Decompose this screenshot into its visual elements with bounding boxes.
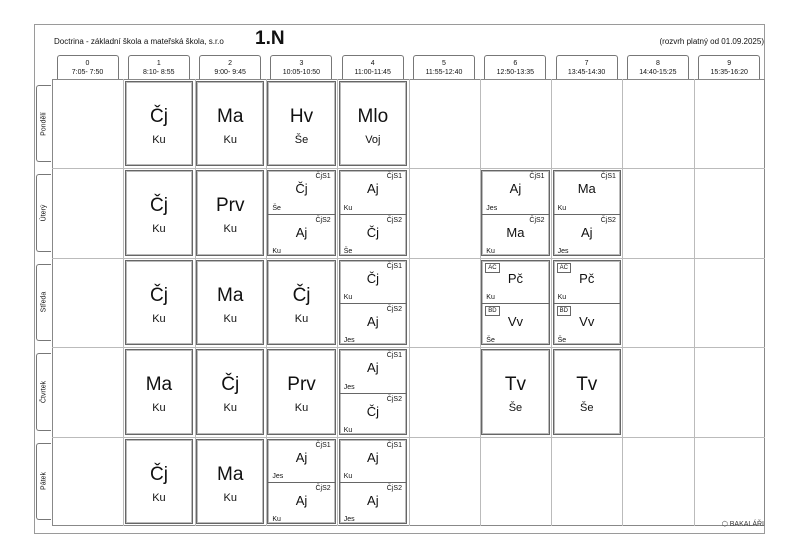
subject-label: Prv xyxy=(287,374,316,396)
period-header-4 xyxy=(342,55,404,79)
teacher-label: Jes xyxy=(486,205,498,213)
day-label-2 xyxy=(36,264,51,341)
teacher-label: Voj xyxy=(365,134,381,146)
period-time: 10:05-10:50 xyxy=(282,69,321,76)
period-time: 12:50-13:35 xyxy=(496,69,534,76)
subject-label: Vv xyxy=(507,314,524,330)
day-name: Úterý xyxy=(40,204,48,222)
subject-label: Čj xyxy=(149,195,168,217)
teacher-label: Ku xyxy=(557,205,567,213)
subject-label: Ma xyxy=(217,106,244,127)
subject-label: Aj xyxy=(367,360,379,376)
school-name: Doctrina - základní škola a mateřská škola, s.r.o xyxy=(54,37,224,46)
group-label: ČjS1 xyxy=(529,173,545,181)
subject-label: Mlo xyxy=(357,106,389,127)
teacher-label: Ku xyxy=(557,294,567,302)
subject-label: Čj xyxy=(149,463,168,485)
day-name: Čtvrtek xyxy=(40,380,48,403)
subject-label: Ma xyxy=(145,374,173,396)
teacher-label: Jes xyxy=(343,383,355,391)
group-label: ČjS1 xyxy=(386,352,402,360)
lesson-half xyxy=(554,261,620,304)
teacher-label: Ku xyxy=(343,205,353,213)
subject-label: Aj xyxy=(509,181,522,197)
teacher-label: Ku xyxy=(223,223,237,236)
lesson-half xyxy=(340,214,406,257)
subject-label: Čj xyxy=(292,284,311,306)
subject-label: Čj xyxy=(295,181,308,197)
lesson-cell xyxy=(125,260,193,345)
day-name: Pátek xyxy=(40,472,48,491)
subject-label: Aj xyxy=(367,314,379,330)
subject-label: Pč xyxy=(507,270,524,286)
group-label: ČjS1 xyxy=(386,262,402,270)
teacher-label: Ku xyxy=(272,247,281,255)
period-header-3 xyxy=(270,55,332,79)
lesson-cell xyxy=(196,260,264,345)
teacher-label: Ku xyxy=(343,473,353,481)
row-divider xyxy=(52,258,765,259)
group-label: ČjS2 xyxy=(315,485,331,493)
teacher-label: Jes xyxy=(272,473,284,481)
teacher-label: Še xyxy=(272,205,281,213)
day-label-1 xyxy=(36,174,51,251)
period-header-2 xyxy=(199,55,261,79)
subject-label: Aj xyxy=(295,225,308,241)
lesson-cell xyxy=(196,439,264,524)
group-label: ČjS1 xyxy=(386,441,402,449)
lesson-cell xyxy=(125,170,193,255)
teacher-label: Še xyxy=(557,337,567,345)
lesson-cell xyxy=(553,260,621,345)
teacher-label: Jes xyxy=(557,247,569,255)
group-label: ČjS2 xyxy=(600,217,616,225)
lesson-cell xyxy=(196,349,264,434)
teacher-label: Še xyxy=(294,134,309,146)
lesson-half xyxy=(340,393,406,436)
subject-label: Čj xyxy=(149,284,168,306)
group-label: ČjS2 xyxy=(386,485,402,493)
subject-label: Aj xyxy=(367,493,379,509)
period-time: 8:10- 8:55 xyxy=(143,69,175,76)
row-divider xyxy=(52,168,765,169)
period-number: 2 xyxy=(228,60,233,67)
row-divider xyxy=(52,347,765,348)
lesson-cell xyxy=(125,349,193,434)
group-label: ČjS2 xyxy=(386,395,402,403)
lesson-half xyxy=(268,214,334,257)
period-time: 7:05- 7:50 xyxy=(71,69,104,76)
teacher-label: Še xyxy=(580,402,594,415)
bakalari-logo: ⬡ BAKALÁŘI xyxy=(721,521,764,528)
teacher-label: Ku xyxy=(152,134,166,146)
teacher-label: Ku xyxy=(486,247,495,255)
subject-label: Aj xyxy=(295,493,308,509)
period-number: 7 xyxy=(584,60,589,67)
teacher-label: Ku xyxy=(223,402,237,415)
subject-label: Pč xyxy=(579,270,595,286)
column-divider xyxy=(694,79,695,526)
teacher-label: Še xyxy=(486,337,495,345)
subject-label: Ma xyxy=(506,225,525,241)
lesson-cell xyxy=(481,260,549,345)
teacher-label: Ku xyxy=(152,491,166,504)
teacher-label: Ku xyxy=(152,312,166,325)
period-header-5 xyxy=(413,55,475,79)
subject-label: Tv xyxy=(576,374,598,396)
lesson-half xyxy=(482,214,548,257)
day-label-0 xyxy=(36,85,51,162)
lesson-cell xyxy=(267,260,335,345)
period-header-7 xyxy=(556,55,618,79)
lesson-cell xyxy=(481,349,549,434)
period-header-1 xyxy=(128,55,190,79)
lesson-half xyxy=(268,440,334,483)
period-number: 5 xyxy=(442,60,446,67)
subject-label: Aj xyxy=(367,449,379,465)
lesson-cell xyxy=(339,439,407,524)
teacher-label: Ku xyxy=(152,402,166,415)
subject-label: Aj xyxy=(295,449,308,465)
period-number: 9 xyxy=(727,60,732,67)
room-badge: BD xyxy=(557,306,571,316)
lesson-half xyxy=(268,482,334,525)
period-time: 11:55-12:40 xyxy=(425,69,463,76)
period-header-9 xyxy=(698,55,760,79)
period-time: 9:00- 9:45 xyxy=(214,69,246,76)
group-label: ČjS1 xyxy=(386,173,402,181)
period-number: 8 xyxy=(655,60,660,67)
lesson-cell xyxy=(339,260,407,345)
lesson-cell xyxy=(553,170,621,255)
subject-label: Ma xyxy=(577,181,596,197)
room-badge: AC xyxy=(557,263,571,273)
lesson-half xyxy=(340,171,406,214)
period-time: 15:35-16:20 xyxy=(710,69,748,76)
group-label: ČjS1 xyxy=(600,173,616,181)
validity-note: (rozvrh platný od 01.09.2025) xyxy=(659,37,764,46)
lesson-cell xyxy=(125,439,193,524)
subject-label: Čj xyxy=(366,225,379,241)
lesson-cell xyxy=(481,170,549,255)
lesson-cell xyxy=(339,349,407,434)
lesson-half xyxy=(482,171,548,214)
period-header-8 xyxy=(627,55,689,79)
room-badge: BD xyxy=(485,306,499,316)
period-time: 13:45-14:30 xyxy=(567,69,606,76)
subject-label: Ma xyxy=(217,284,244,306)
lesson-half xyxy=(482,261,548,304)
room-badge: AC xyxy=(485,263,499,273)
teacher-label: Še xyxy=(508,402,523,415)
lesson-cell xyxy=(267,81,335,166)
lesson-cell xyxy=(553,349,621,434)
teacher-label: Ku xyxy=(294,312,309,325)
teacher-label: Ku xyxy=(223,491,237,504)
subject-label: Tv xyxy=(504,374,526,396)
teacher-label: Ku xyxy=(343,426,353,434)
group-label: ČjS2 xyxy=(386,306,402,314)
lesson-half xyxy=(340,482,406,525)
day-name: Pondělí xyxy=(40,111,48,136)
class-title: 1.N xyxy=(255,28,285,49)
lesson-cell xyxy=(339,170,407,255)
period-number: 0 xyxy=(85,60,90,67)
day-label-4 xyxy=(36,443,51,520)
subject-label: Čj xyxy=(149,106,168,127)
lesson-half xyxy=(554,171,620,214)
lesson-cell xyxy=(196,170,264,255)
column-divider xyxy=(622,79,623,526)
teacher-label: Ku xyxy=(152,223,166,236)
lesson-half xyxy=(482,303,548,346)
period-number: 4 xyxy=(370,60,375,67)
period-number: 3 xyxy=(299,60,304,67)
lesson-half xyxy=(340,350,406,393)
lesson-half xyxy=(554,214,620,257)
subject-label: Ma xyxy=(217,463,244,485)
subject-label: Čj xyxy=(366,270,379,286)
lesson-half xyxy=(340,440,406,483)
period-time: 14:40-15:25 xyxy=(639,69,677,76)
lesson-cell xyxy=(267,439,335,524)
lesson-half xyxy=(554,303,620,346)
group-label: ČjS2 xyxy=(315,217,331,225)
lesson-half xyxy=(340,261,406,304)
subject-label: Hv xyxy=(289,106,314,127)
lesson-cell xyxy=(267,170,335,255)
teacher-label: Ku xyxy=(272,515,281,523)
subject-label: Aj xyxy=(367,181,379,197)
subject-label: Vv xyxy=(579,314,595,330)
lesson-cell xyxy=(196,81,264,166)
teacher-label: Ku xyxy=(223,134,237,146)
group-label: ČjS2 xyxy=(386,217,402,225)
lesson-cell xyxy=(125,81,193,166)
day-label-3 xyxy=(36,353,51,430)
lesson-half xyxy=(340,303,406,346)
group-label: ČjS2 xyxy=(529,217,545,225)
teacher-label: Jes xyxy=(343,515,355,523)
period-header-0 xyxy=(57,55,119,79)
group-label: ČjS1 xyxy=(315,173,331,181)
day-name: Středa xyxy=(40,292,48,313)
teacher-label: Ku xyxy=(294,402,309,415)
teacher-label: Ku xyxy=(223,312,237,325)
lesson-cell xyxy=(267,349,335,434)
period-header-6 xyxy=(484,55,546,79)
teacher-label: Še xyxy=(343,247,353,255)
lesson-cell xyxy=(339,81,407,166)
teacher-label: Jes xyxy=(343,337,355,345)
period-time: 11:00-11:45 xyxy=(354,69,391,76)
period-number: 1 xyxy=(156,60,161,67)
subject-label: Čj xyxy=(221,374,240,396)
group-label: ČjS1 xyxy=(315,441,331,449)
subject-label: Čj xyxy=(366,403,379,419)
column-divider xyxy=(409,79,410,526)
period-number: 6 xyxy=(513,60,518,67)
row-divider xyxy=(52,437,765,438)
subject-label: Aj xyxy=(580,225,593,241)
subject-label: Prv xyxy=(215,195,245,217)
lesson-half xyxy=(268,171,334,214)
teacher-label: Ku xyxy=(486,294,495,302)
teacher-label: Ku xyxy=(343,294,353,302)
